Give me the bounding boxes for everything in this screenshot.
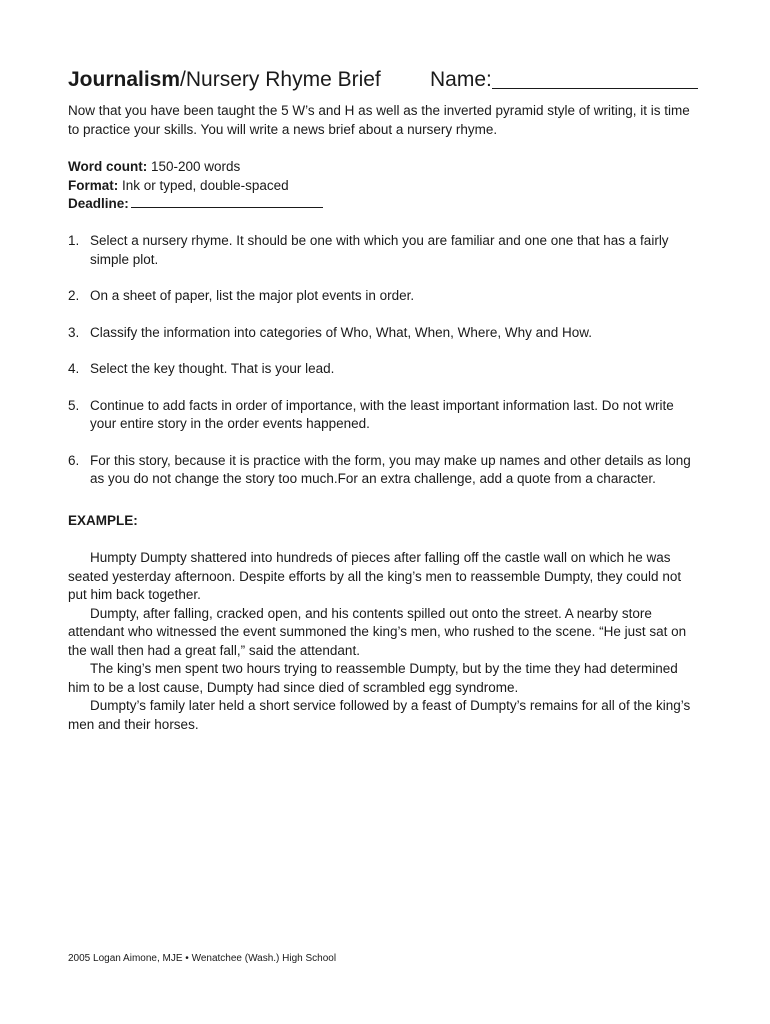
step-item bbox=[68, 397, 700, 434]
format-value: Ink or typed, double-spaced bbox=[122, 177, 289, 193]
example-paragraph: Dumpty’s family later held a short service followed by a feast of Dumpty’s remains for all of the king’s men and their horses. bbox=[68, 698, 691, 732]
word-count-row bbox=[68, 158, 698, 177]
page-header bbox=[68, 66, 708, 94]
example-paragraph: The king’s men spent two hours trying to reassemble Dumpty, but by the time they had determined him to be a lost cause, Dumpty had since died of scrambled egg syndrome. bbox=[68, 661, 678, 695]
step-item bbox=[68, 324, 700, 343]
step-text: On a sheet of paper, list the major plot events in order. bbox=[90, 288, 415, 303]
step-item bbox=[68, 287, 700, 306]
step-text: For this story, because it is practice with the form, you may make up names and other details as long as you do not change the story too much.For an extra challenge, add a quote from a character. bbox=[90, 452, 691, 486]
example-heading: EXAMPLE: bbox=[68, 513, 138, 528]
format-row bbox=[68, 177, 698, 196]
step-item bbox=[68, 232, 700, 269]
title-bold: Journalism bbox=[68, 68, 181, 91]
page-footer: 2005 Logan Aimone, MJE • Wenatchee (Wash.) High School bbox=[68, 953, 337, 964]
step-number: 6. bbox=[68, 452, 80, 468]
step-number: 3. bbox=[68, 324, 80, 340]
step-text: Classify the information into categories of Who, What, When, Where, Why and How. bbox=[90, 324, 592, 340]
step-item bbox=[68, 360, 700, 379]
example-paragraph: Dumpty, after falling, cracked open, and his contents spilled out onto the street. A nearby store attendant who witnessed the event summoned the king’s men, who rushed to the scene. “He just sat on the wall then had a great fall,” said the attendant. bbox=[68, 605, 687, 658]
format-label: Format: bbox=[68, 177, 119, 193]
step-number: 2. bbox=[68, 288, 80, 303]
step-number: 1. bbox=[68, 233, 80, 248]
example-paragraph: Humpty Dumpty shattered into hundreds of pieces after falling off the castle wall on which he was seated yesterday afternoon. Despite efforts by all the king’s men to reassemble Dumpty, they could not put him back together. bbox=[68, 550, 682, 602]
intro-paragraph: Now that you have been taught the 5 W’s and H as well as the inverted pyramid style of writing, it is time to practice your skills. You will write a news brief about a nursery rhyme. bbox=[68, 103, 690, 137]
step-text: Continue to add facts in order of importance, with the least important information last. Do not write your entire story in the order events happened. bbox=[90, 397, 674, 431]
step-number: 4. bbox=[68, 361, 80, 376]
step-number: 5. bbox=[68, 397, 80, 413]
example-story bbox=[68, 549, 700, 734]
steps-list bbox=[68, 232, 700, 507]
name-label: Name: bbox=[430, 68, 492, 91]
step-text: Select a nursery rhyme. It should be one with which you are familiar and one one that has a fairly simple plot. bbox=[90, 233, 669, 267]
word-count-value: 150-200 words bbox=[151, 159, 241, 174]
step-text: Select the key thought. That is your lead. bbox=[90, 361, 335, 376]
deadline-row bbox=[68, 195, 698, 214]
title-rest: /Nursery Rhyme Brief bbox=[180, 68, 381, 91]
worksheet-page bbox=[68, 0, 708, 1024]
deadline-blank-line bbox=[131, 195, 323, 208]
word-count-label: Word count: bbox=[68, 159, 148, 174]
assignment-meta bbox=[68, 158, 698, 214]
name-blank-line bbox=[492, 88, 698, 89]
step-item bbox=[68, 452, 700, 489]
deadline-label: Deadline: bbox=[68, 196, 129, 211]
